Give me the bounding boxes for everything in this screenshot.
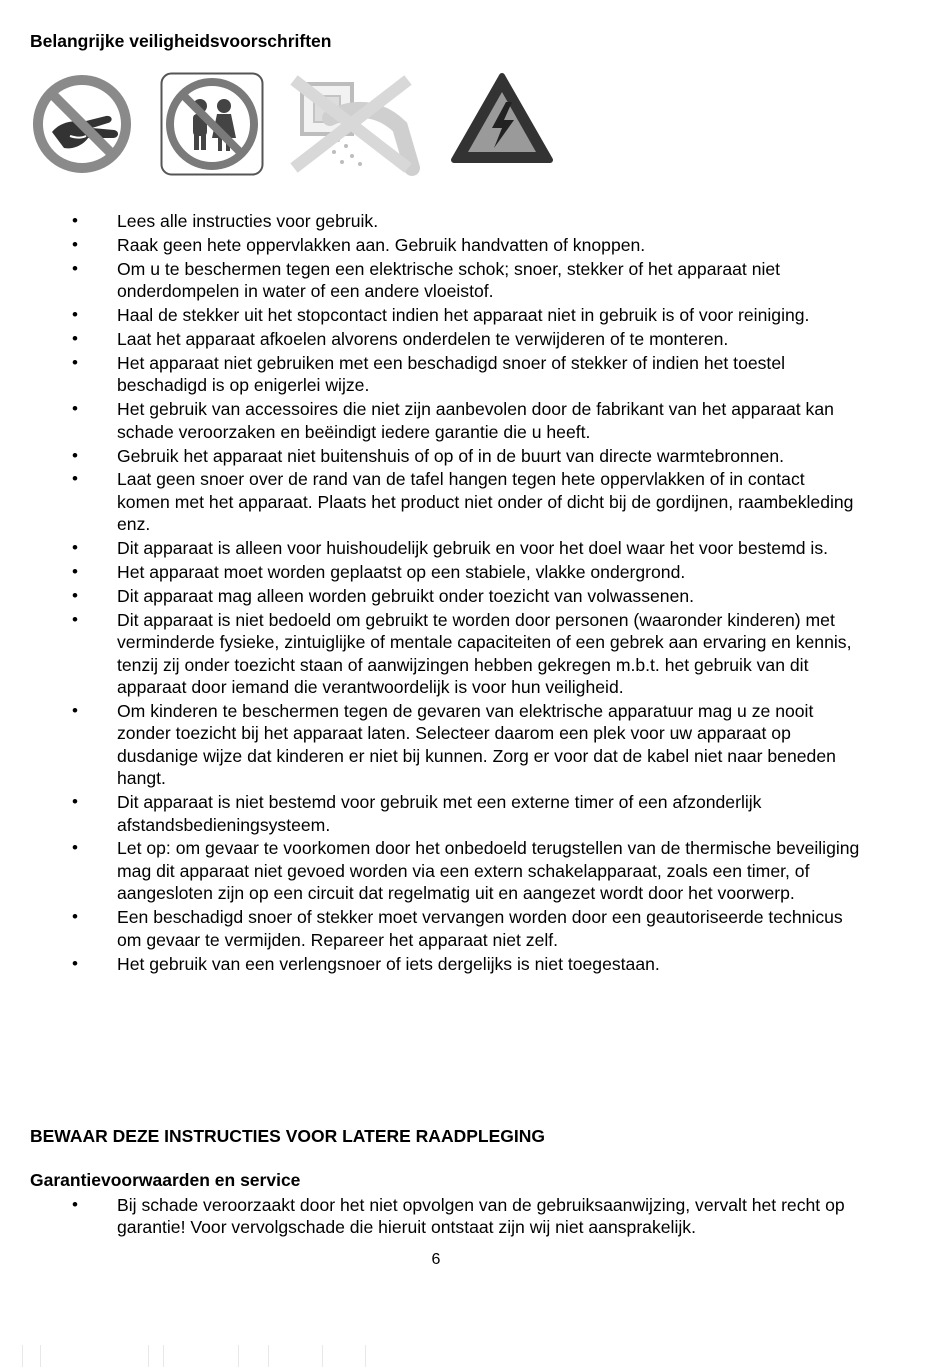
page-title: Belangrijke veiligheidsvoorschriften	[30, 31, 332, 51]
bullet-icon: •	[72, 953, 78, 973]
bullet-icon: •	[72, 469, 78, 489]
bullet-icon: •	[72, 907, 78, 927]
list-item	[30, 352, 860, 397]
list-item	[30, 328, 860, 350]
list-item	[30, 537, 860, 559]
bullet-icon: •	[72, 562, 78, 582]
list-item-text: Raak geen hete oppervlakken aan. Gebruik handvatten of knoppen.	[117, 234, 646, 255]
list-item	[30, 837, 860, 904]
bullet-icon: •	[72, 211, 78, 230]
bullet-icon: •	[72, 792, 78, 812]
list-item	[30, 561, 860, 583]
list-item	[30, 258, 860, 303]
warranty-heading: Garantievoorwaarden en service	[30, 1170, 301, 1190]
list-item-text: Dit apparaat mag alleen worden gebruikt onder toezicht van volwassenen.	[117, 586, 695, 606]
list-item	[30, 585, 860, 607]
bullet-icon: •	[72, 329, 78, 349]
list-item-text: Dit apparaat is alleen voor huishoudelijk gebruik en voor het doel waar het voor bestemd is.	[117, 538, 829, 559]
scan-artifacts	[0, 1345, 950, 1367]
list-item-text: Het apparaat niet gebruiken met een beschadigd snoer of stekker of indien het toestel beschadigd is op enigerlei wijze.	[117, 352, 786, 396]
list-item-text: Haal de stekker uit het stopcontact indien het apparaat niet in gebruik is of voor reiniging.	[117, 305, 810, 326]
list-item	[30, 953, 860, 975]
list-item-text: Dit apparaat is niet bestemd voor gebruik met een externe timer of een afzonderlijk afstandsbedieningsysteem.	[117, 792, 762, 835]
list-item	[30, 304, 860, 326]
save-instructions-heading: BEWAAR DEZE INSTRUCTIES VOOR LATERE RAADPLEGING	[30, 1126, 545, 1146]
bullet-icon: •	[72, 701, 78, 721]
warranty-list	[30, 1194, 860, 1240]
list-item	[30, 468, 860, 535]
bullet-icon: •	[72, 352, 78, 372]
no-children-icon	[160, 72, 264, 176]
list-item-text: Lees alle instructies voor gebruik.	[117, 211, 379, 231]
bullet-icon: •	[72, 399, 78, 419]
list-item	[30, 791, 860, 836]
list-item-text: Een beschadigd snoer of stekker moet vervangen worden door een geautoriseerde technicus om gevaar te vermijden. Repareer het apparaat niet zelf.	[117, 907, 843, 950]
list-item	[30, 700, 860, 790]
list-item-text: Bij schade veroorzaakt door het niet opvolgen van de gebruiksaanwijzing, vervalt het recht op garantie! Voor vervolgschade die hieruit ontstaat zijn wij niet aansprakelijk.	[117, 1195, 845, 1238]
bullet-icon: •	[72, 258, 78, 278]
list-item-text: Het gebruik van een verlengsnoer of iets dergelijks is niet toegestaan.	[117, 953, 660, 974]
list-item	[30, 234, 860, 256]
list-item	[30, 906, 860, 951]
bullet-icon: •	[72, 838, 78, 858]
list-item	[30, 1194, 860, 1239]
list-item-text: Gebruik het apparaat niet buitenshuis of op of in de buurt van directe warmtebronnen.	[117, 445, 785, 466]
list-item-text: Laat geen snoer over de rand van de tafel hangen tegen hete oppervlakken of in contact komen met het apparaat. Plaats het product niet onder of dicht bij de gordijnen, raambekleding enz.	[117, 469, 854, 535]
list-item-text: Let op: om gevaar te voorkomen door het onbedoeld terugstellen van de thermische beveiliging mag dit apparaat niet gevoed worden via een extern schakelapparaat, zoals een timer, of aangesloten zijn op een circuit dat regelmatig uit en aangezet wordt door het voorwerp.	[117, 838, 860, 904]
bullet-icon: •	[72, 609, 78, 629]
list-item	[30, 445, 860, 467]
list-item-text: Het gebruik van accessoires die niet zijn aanbevolen door de fabrikant van het apparaat kan schade veroorzaken en beëindigt iedere garantie die u heeft.	[117, 399, 834, 442]
list-item-text: Laat het apparaat afkoelen alvorens onderdelen te verwijderen of te monteren.	[117, 329, 729, 350]
bullet-icon: •	[72, 1195, 78, 1214]
list-item-text: Om u te beschermen tegen een elektrische schok; snoer, stekker of het apparaat niet onderdompelen in water of een andere vloeistof.	[117, 258, 781, 302]
list-item-text: Om kinderen te beschermen tegen de gevaren van elektrische apparatuur mag u ze nooit zonder toezicht bij het apparaat laten. Selecteer daarom een plek voor uw apparaat op dusdanige wijze dat kinderen er niet bij kunnen. Zorg er voor dat de kabel niet naar beneden hangt.	[117, 701, 836, 789]
no-touch-hot-surface-icon	[30, 72, 134, 176]
list-item-text: Dit apparaat is niet bedoeld om gebruikt te worden door personen (waaronder kinderen) met verminderde fysieke, zintuiglijke of mentale capaciteiten of een gebrek aan ervaring en kennis, tenzij zij onder toezicht staan of aanwijzingen hebben gekregen m.b.t. het gebruik van dit apparaat door iemand die verantwoordelijk is voor hun veiligheid.	[117, 609, 852, 698]
list-item-text: Het apparaat moet worden geplaatst op een stabiele, vlakke ondergrond.	[117, 562, 686, 583]
page-number: 6	[431, 1251, 441, 1268]
list-item	[30, 210, 860, 232]
list-item	[30, 609, 860, 699]
electrical-hazard-icon	[450, 72, 554, 168]
safety-icons	[30, 72, 570, 180]
bullet-icon: •	[72, 538, 78, 558]
bullet-icon: •	[72, 445, 78, 465]
list-item	[30, 398, 860, 443]
bullet-icon: •	[72, 305, 78, 325]
safety-instructions-list	[30, 210, 860, 976]
bullet-icon: •	[72, 234, 78, 254]
no-water-socket-icon	[290, 72, 430, 176]
bullet-icon: •	[72, 586, 78, 605]
